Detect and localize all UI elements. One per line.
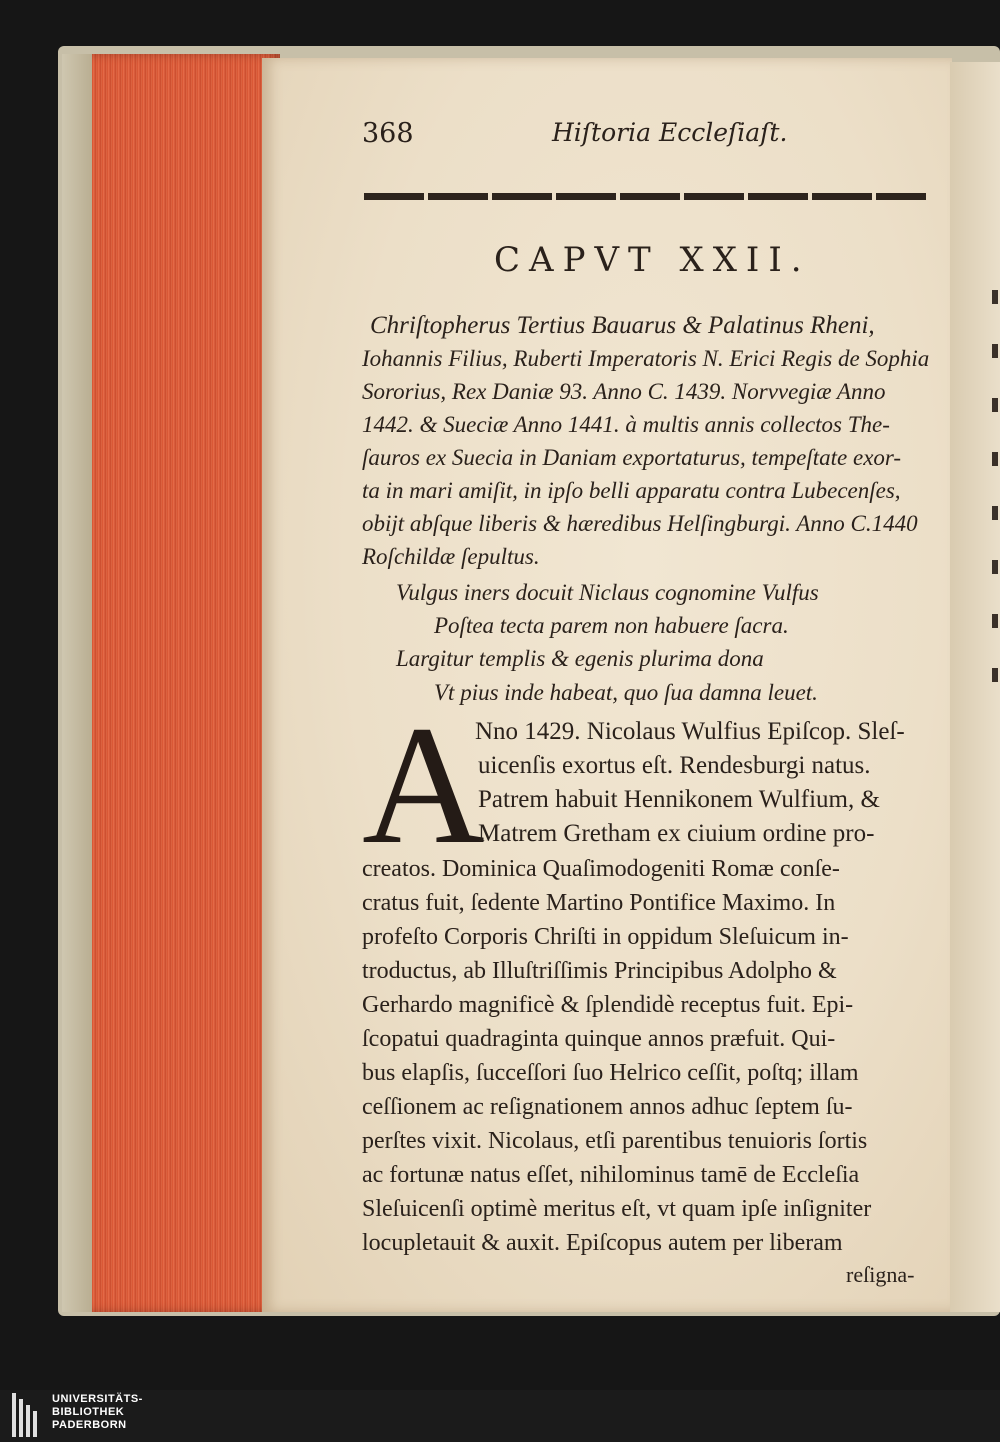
running-head: Hiſtoria Eccleſiaſt. bbox=[552, 118, 788, 147]
body-line: creatos. Dominica Quaſimodogeniti Romæ conſe- bbox=[362, 856, 840, 882]
body-line: ac fortunæ natus eſſet, nihilominus tamē de Eccleſia bbox=[362, 1162, 860, 1188]
verse-line: Largitur templis & egenis plurima dona bbox=[396, 646, 764, 671]
prose-line: ta in mari amiſit, in ipſo belli apparatu contra Lubecenſes, bbox=[362, 478, 901, 503]
drop-cap: A bbox=[362, 691, 485, 879]
body-line: uicenſis exortus eſt. Rendesburgi natus. bbox=[478, 752, 871, 779]
body-line: profeſto Corporis Chriſti in oppidum Sleſuicum in- bbox=[362, 924, 849, 950]
body-line: Sleſuicenſi optimè meritus eſt, vt quam ipſe inſigniter bbox=[362, 1196, 872, 1222]
header-rule bbox=[364, 193, 926, 200]
body-line: cratus fuit, ſedente Martino Pontifice Maximo. In bbox=[362, 890, 836, 916]
body-line: ſcopatui quadraginta quinque annos præfuit. Qui- bbox=[362, 1026, 836, 1052]
prose-line: obijt abſque liberis & hæredibus Helſingburgi. Anno C.1440 bbox=[362, 511, 918, 536]
body-line: locupletauit & auxit. Epiſcopus autem per liberam bbox=[362, 1230, 843, 1256]
library-name-line: UNIVERSITÄTS- bbox=[52, 1393, 143, 1405]
prose-line: Roſchildæ ſepultus. bbox=[362, 544, 540, 569]
library-name-line: PADERBORN bbox=[52, 1419, 127, 1431]
prose-line: Iohannis Filius, Ruberti Imperatoris N. Erici Regis de Sophia bbox=[362, 346, 930, 371]
chapter-title: CAPVT XXII. bbox=[494, 240, 811, 280]
body-line: Gerhardo magnificè & ſplendidè receptus fuit. Epi- bbox=[362, 992, 854, 1018]
page-edges-shadow bbox=[62, 54, 92, 1312]
body-line: bus elapſis, ſucceſſori ſuo Helrico ceſſit, poſtq; illam bbox=[362, 1060, 859, 1086]
body-line: perſtes vixit. Nicolaus, etſi parentibus tenuioris ſortis bbox=[362, 1128, 868, 1154]
catchword: reſigna- bbox=[846, 1262, 915, 1287]
prose-line: 1442. & Sueciæ Anno 1441. à multis annis collectos The- bbox=[362, 412, 890, 437]
prose-line: ſauros ex Suecia in Daniam exportaturus, tempeſtate exor- bbox=[362, 445, 902, 470]
library-logo-icon bbox=[12, 1393, 38, 1437]
body-line: troductus, ab Illuſtriſſimis Principibus Adolpho & bbox=[362, 958, 837, 984]
page-edges bbox=[62, 54, 280, 1312]
body-line: Matrem Gretham ex ciuium ordine pro- bbox=[478, 820, 875, 847]
body-line: Nno 1429. Nicolaus Wulfius Epiſcop. Sleſ- bbox=[475, 718, 905, 745]
prose-line: Sororius, Rex Daniæ 93. Anno C. 1439. Norvvegiæ Anno bbox=[362, 379, 886, 404]
prose-line: Chriſtopherus Tertius Bauarus & Palatinus Rheni, bbox=[370, 312, 875, 339]
body-line: ceſſionem ac reſignationem annos adhuc ſeptem ſu- bbox=[362, 1094, 853, 1120]
verse-line: Poſtea tecta parem non habuere ſacra. bbox=[434, 613, 789, 638]
verse-line: Vt pius inde habeat, quo ſua damna leuet. bbox=[434, 680, 818, 705]
verse-line: Vulgus iners docuit Niclaus cognomine Vulfus bbox=[396, 580, 819, 605]
body-line: Patrem habuit Hennikonem Wulfium, & bbox=[478, 786, 880, 813]
facing-page-marks bbox=[992, 290, 998, 850]
library-name-line: BIBLIOTHEK bbox=[52, 1406, 125, 1418]
page-number: 368 bbox=[362, 118, 414, 149]
library-logo-bar bbox=[0, 1390, 1000, 1442]
